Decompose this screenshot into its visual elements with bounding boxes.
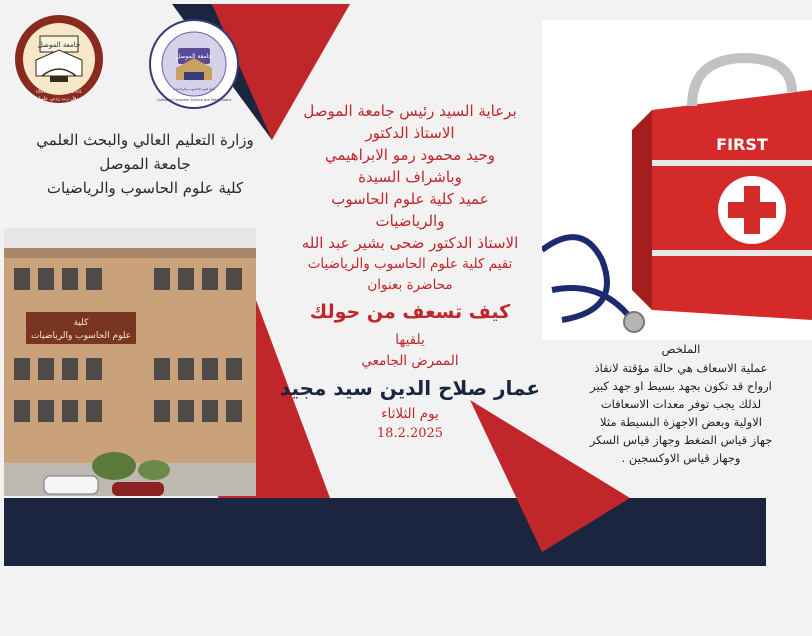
university-logo-motto: وقل رب زدني علما [39,96,79,102]
college-logo-en: College of Computer Science and Mathematics [156,98,232,102]
supervision-line: وباشراف السيدة [358,168,462,186]
university-line: جامعة الموصل [99,155,191,173]
summary-line: جهاز قياس الضغط وجهاز قياس السكر [589,433,773,447]
dean-line-2: والرياضيات [375,212,445,230]
university-logo-text: جامعة الموصل [37,41,81,49]
summary-line: الاولية وبعض الاجهزة البسيطة مثلا [600,415,762,429]
delivered-by: يلقيها [395,332,425,348]
lecture-title: كيف تسعف من حولك [309,301,511,323]
lecture-intro: محاضرة بعنوان [367,277,453,293]
college-logo-text: جامعة الموصل [175,53,213,60]
speaker-name: عمار صلاح الدين سيد مجيد [279,376,541,400]
ministry-line: وزارة التعليم العالي والبحث العلمي [36,131,254,149]
summary-heading: الملخص [661,342,701,356]
dean-name: الاستاذ الدكتور ضحى بشير عبد الله [301,234,519,252]
ministry-header [20,128,270,200]
college-line: كلية علوم الحاسوب والرياضيات [46,179,244,197]
dean-line: عميد كلية علوم الحاسوب [331,190,489,208]
host-line: تقيم كلية علوم الحاسوب والرياضيات [307,256,513,272]
president-name: وحيد محمود رمو الابراهيمي [324,146,496,164]
college-logo [148,18,240,110]
university-logo [14,14,104,104]
speaker-role: الممرض الجامعي [361,353,459,369]
summary-line: لذلك يجب توفر معدات الاسعافات [600,397,762,411]
president-title: الاستاذ الدكتور [365,124,455,142]
summary-line: وجهاز قياس الاوكسجين . [621,451,741,465]
kit-label: FIRST [716,135,768,154]
first-aid-kit-photo [542,20,812,340]
building-sign-line2: علوم الحاسوب والرياضيات [30,331,132,341]
lecture-day: يوم الثلاثاء [381,406,439,422]
college-building-photo [4,228,256,496]
summary-line: ارواح قد تكون بجهد بسيط او جهد كبير [590,379,772,393]
lecture-date: 18.2.2025 [376,426,444,441]
navy-bottom-band [4,498,766,566]
summary-line: عملية الاسعاف هي حالة مؤقتة لانقاذ [594,361,768,375]
announcement [270,100,550,443]
university-logo-en: UNIVERSITY OF MOSUL [35,89,83,94]
college-logo-ar: كلية علوم الحاسوب والرياضيات [173,87,215,91]
summary [555,340,807,467]
patronage-line: برعاية السيد رئيس جامعة الموصل [303,102,517,120]
building-sign-line1: كلية [73,318,89,328]
